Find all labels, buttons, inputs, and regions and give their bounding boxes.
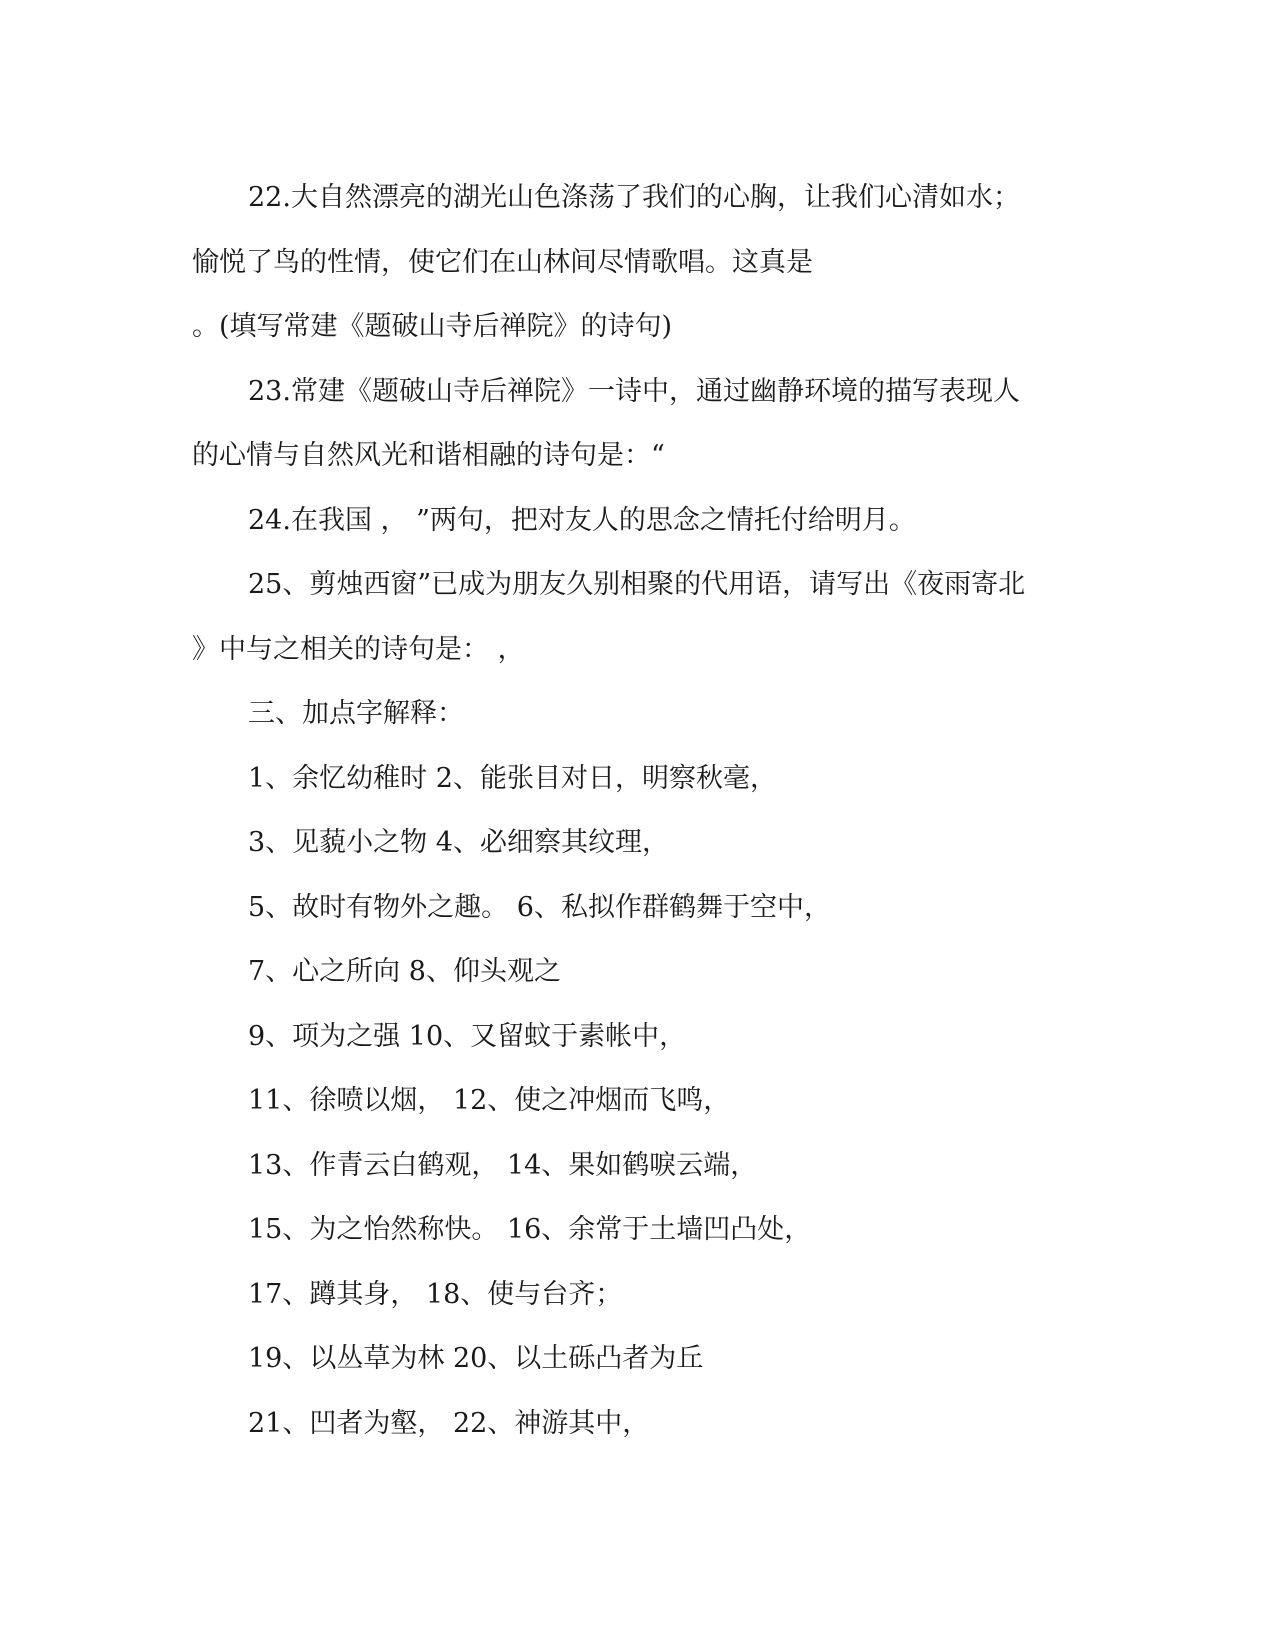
list-item: 17、蹲其身， 18、使与台齐； (248, 1278, 623, 1310)
list-item: 3、见藐小之物 4、必细察其纹理， (248, 827, 669, 858)
list-item: 19、以丛草为林 20、以土砾凸者为丘 (248, 1343, 704, 1374)
list-item: 1、余忆幼稚时 2、能张目对日，明察秋毫， (248, 762, 777, 794)
question-25-line-2: 》中与之相关的诗句是： ， (192, 633, 525, 665)
list-item: 21、凹者为壑， 22、神游其中， (248, 1407, 650, 1439)
question-25-line-1: 25、剪烛西窗”已成为朋友久别相聚的代用语，请写出《夜雨寄北 (248, 569, 1026, 600)
question-22-line-1: 22.大自然漂亮的湖光山色涤荡了我们的心胸，让我们心清如水； (248, 182, 1020, 213)
list-item: 13、作青云白鹤观， 14、果如鹤唳云端， (248, 1149, 758, 1181)
list-item: 5、故时有物外之趣。 6、私拟作群鹤舞于空中， (248, 891, 831, 923)
question-22-line-2: 愉悦了鸟的性情，使它们在山林间尽情歌唱。这真是 (192, 246, 813, 278)
list-item: 9、项为之强 10、又留蚊于素帐中， (248, 1020, 687, 1052)
question-24: 24.在我国 ， ”两句，把对友人的思念之情托付给明月。 (248, 504, 916, 536)
list-item: 11、徐喷以烟， 12、使之冲烟而飞鸣， (248, 1085, 731, 1116)
document-body (192, 166, 1082, 1456)
question-23-line-1: 23.常建《题破山寺后禅院》一诗中，通过幽静环境的描写表现人 (248, 375, 1020, 407)
list-item: 7、心之所向 8、仰头观之 (248, 956, 561, 987)
question-23-line-2: 的心情与自然风光和谐相融的诗句是：“ (192, 440, 665, 471)
section-heading: 三、加点字解释： (248, 698, 464, 729)
list-item: 15、为之怡然称快。 16、余常于土墙凹凸处， (248, 1214, 812, 1245)
question-22-line-3: 。(填写常建《题破山寺后禅院》的诗句) (192, 311, 673, 342)
